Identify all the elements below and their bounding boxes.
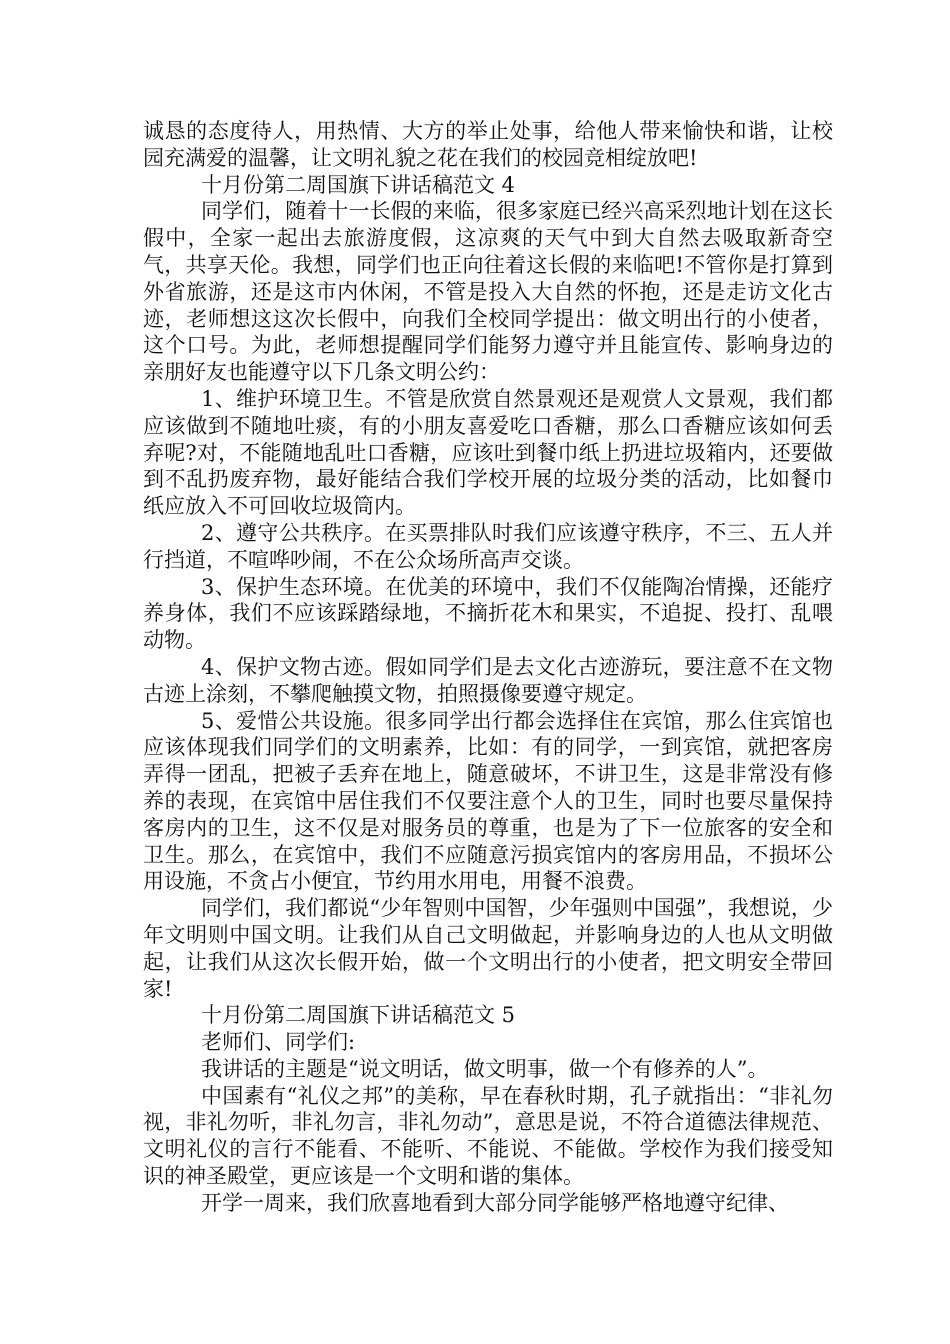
section-heading-5: 十月份第二周国旗下讲话稿范文 5 (201, 1003, 516, 1028)
list-item-1: 1、维护环境卫生。不管是欣赏自然景观还是观赏人文景观，我们都应该做到不随地吐痰，有的小朋友喜爱吃口香糖，那么口香糖应该如何丢弃呢?对，不能随地乱吐口香糖，应该吐到餐巾纸上扔进垃圾箱内，还要做到不乱扔废弃物，最好能结合我们学校开展的垃圾分类的活动，比如餐巾纸应放入不可回收垃圾筒内。 (143, 386, 833, 519)
paragraph-continuation: 诚恳的态度待人，用热情、大方的举止处事，给他人带来愉快和谐，让校园充满爱的温馨，让文明礼貌之花在我们的校园竞相绽放吧! (143, 119, 833, 170)
list-item-4: 4、保护文物古迹。假如同学们是去文化古迹游玩，要注意不在文物古迹上涂刻，不攀爬触摸文物，拍照摄像要遵守规定。 (143, 654, 833, 706)
paragraph: 同学们，随着十一长假的来临，很多家庭已经兴高采烈地计划在这长假中，全家一起出去旅游度假，这凉爽的天气中到大自然去吸取新奇空气，共享天伦。我想，同学们也正向往着这长假的来临吧!不管你是打算到外省旅游，还是这市内休闲，不管是投入大自然的怀抱，还是走访文化古迹，老师想这这次长假中，向我们全校同学提出：做文明出行的小使者，这个口号。为此，老师想提醒同学们能努力遵守并且能宣传、影响身边的亲朋好友也能遵守以下几条文明公约： (143, 199, 833, 385)
list-item-2: 2、遵守公共秩序。在买票排队时我们应该遵守秩序，不三、五人并行挡道，不喧哗吵闹，不在公众场所高声交谈。 (143, 520, 833, 572)
paragraph: 我讲话的主题是“说文明话，做文明事，做一个有修养的人”。 (201, 1056, 769, 1081)
list-item-5: 5、爱惜公共设施。很多同学出行都会选择住在宾馆，那么住宾馆也应该体现我们同学们的文明素养，比如：有的同学，一到宾馆，就把客房弄得一团乱，把被子丢弃在地上，随意破坏，不讲卫生，这是非常没有修养的表现，在宾馆中居住我们不仅要注意个人的卫生，同时也要尽量保持客房内的卫生，这不仅是对服务员的尊重，也是为了下一位旅客的安全和卫生。那么，在宾馆中，我们不应随意污损宾馆内的客房用品，不损坏公用设施，不贪占小便宜，节约用水用电，用餐不浪费。 (143, 708, 833, 894)
salutation: 老师们、同学们: (201, 1030, 356, 1055)
paragraph: 开学一周来，我们欣喜地看到大部分同学能够严格地遵守纪律、 (201, 1190, 789, 1215)
document-body (143, 118, 833, 1217)
paragraph: 同学们，我们都说“少年智则中国智，少年强则中国强”，我想说，少年文明则中国文明。让我们从自己文明做起，并影响身边的人也从文明做起，让我们从这次长假开始，做一个文明出行的小使者，把文明安全带回家! (143, 896, 833, 1001)
paragraph: 中国素有“礼仪之邦”的美称，早在春秋时期，孔子就指出：“非礼勿视，非礼勿听，非礼勿言，非礼勿动”，意思是说，不符合道德法律规范、文明礼仪的言行不能看、不能听、不能说、不能做。学校作为我们接受知识的神圣殿堂，更应该是一个文明和谐的集体。 (143, 1083, 833, 1189)
section-heading-4: 十月份第二周国旗下讲话稿范文 4 (201, 172, 516, 197)
list-item-3: 3、保护生态环境。在优美的环境中，我们不仅能陶冶情操，还能疗养身体，我们不应该踩踏绿地，不摘折花木和果实，不追捉、投打、乱喂动物。 (143, 574, 833, 653)
